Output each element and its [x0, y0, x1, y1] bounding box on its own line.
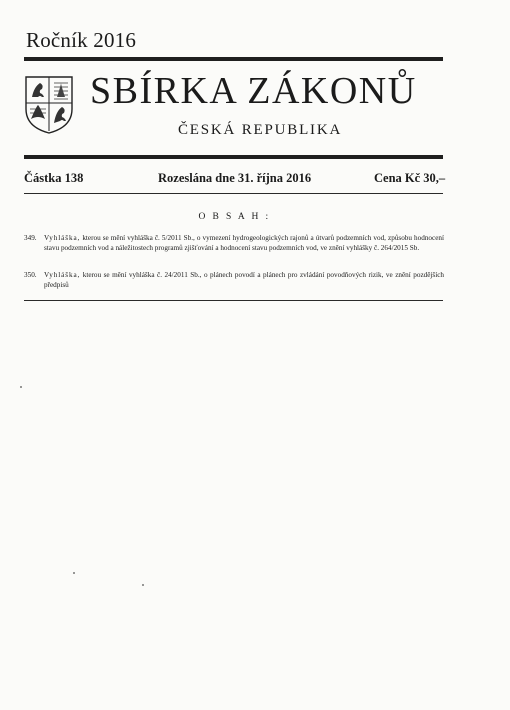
entry-number: 349.: [24, 234, 37, 242]
sent-date: Rozeslána dne 31. října 2016: [158, 171, 312, 185]
entry-text: kterou se mění vyhláška č. 5/2011 Sb., o vymezení hydrogeologických rajonů a útvarů podzemních vod, způsobu hodnocení stavu podzemních vod a náležitostech programů zjišťování a hodnocení stavu podzemních vod, ve znění vyhlášky č. 264/2015 Sb.: [44, 234, 444, 252]
gazette-title: SBÍRKA ZÁKONŮ: [90, 70, 417, 112]
meta-rule: [24, 193, 443, 194]
entry-text: kterou se mění vyhláška č. 24/2011 Sb., o plánech povodí a plánech pro zvládání povodňových rizik, ve znění pozdějších předpisů: [44, 271, 444, 289]
entry-kind: Vyhláška,: [44, 271, 81, 279]
header-bottom-rule: [24, 155, 443, 159]
part-number: Částka 138: [24, 171, 84, 185]
top-rule: [24, 57, 443, 61]
scan-speck: [142, 584, 144, 586]
contents-heading: O B S A H :: [198, 212, 271, 222]
contents-entry: [24, 270, 444, 290]
contents-bottom-rule: [24, 300, 443, 301]
volume-label: Ročník 2016: [26, 28, 137, 52]
entry-kind: Vyhláška,: [44, 234, 81, 242]
state-emblem-icon: [24, 75, 74, 135]
scan-speck: [73, 572, 75, 574]
scan-speck: [20, 386, 22, 388]
price: Cena Kč 30,–: [374, 171, 446, 185]
entry-number: 350.: [24, 271, 37, 279]
country-subtitle: ČESKÁ REPUBLIKA: [178, 122, 343, 138]
contents-entry: [24, 233, 444, 253]
